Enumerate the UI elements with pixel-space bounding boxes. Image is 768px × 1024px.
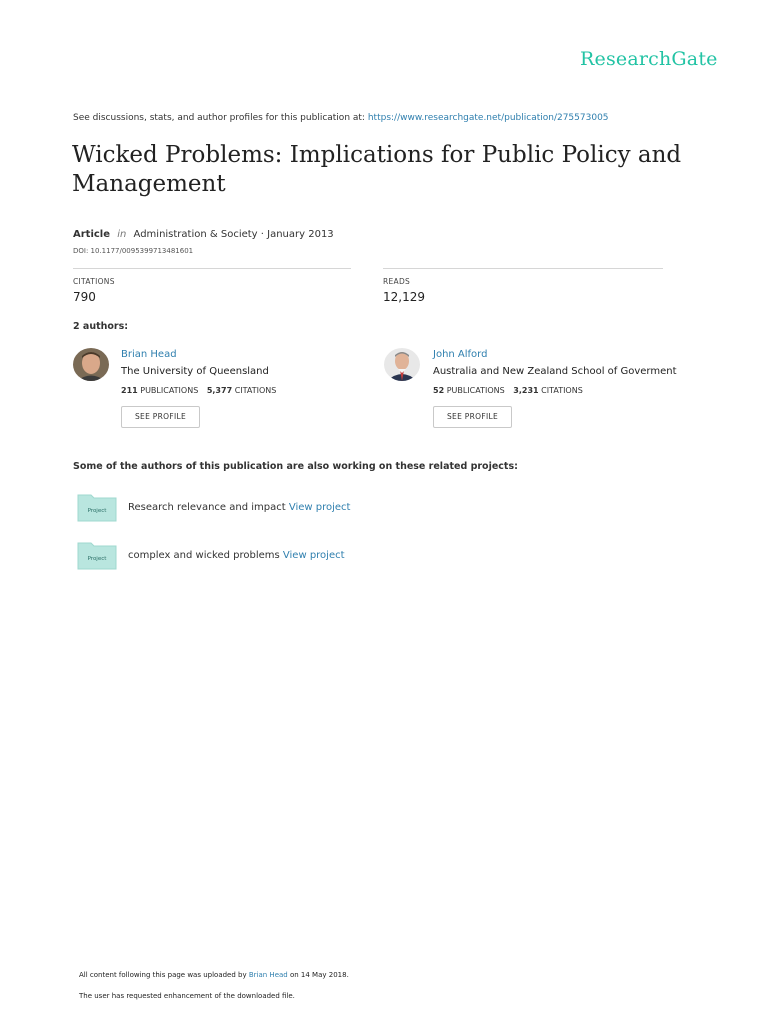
publication-title: Wicked Problems: Implications for Public Policy and Management xyxy=(72,142,682,197)
project-icon-label: Project xyxy=(87,508,107,514)
publication-url-link[interactable]: https://www.researchgate.net/publication/275573005 xyxy=(367,113,609,123)
publication-meta xyxy=(73,229,334,240)
avatar-john-alford[interactable] xyxy=(384,348,420,381)
related-projects-label: Some of the authors of this publication are also working on these related projects: xyxy=(73,461,518,472)
citations-value: 790 xyxy=(73,290,96,304)
discussions-note xyxy=(73,113,609,123)
enhancement-note: The user has requested enhancement of the downloaded file. xyxy=(79,992,295,1000)
journal-date: Administration & Society · January 2013 xyxy=(133,229,334,240)
citations-label: CITATIONS xyxy=(73,277,115,286)
project-folder-icon xyxy=(77,492,117,522)
project-title: Research relevance and impact xyxy=(128,502,286,513)
author-citations-label: CITATIONS xyxy=(234,386,277,395)
authors-label: 2 authors: xyxy=(73,321,129,332)
publications-label: PUBLICATIONS xyxy=(140,386,199,395)
doi: DOI: 10.1177/0095399713481601 xyxy=(73,247,194,255)
reads-label: READS xyxy=(383,277,411,286)
uploader-link[interactable]: Brian Head xyxy=(248,971,288,979)
author-name-link[interactable]: Brian Head xyxy=(121,349,177,360)
upload-suffix: on 14 May 2018. xyxy=(289,971,349,979)
publications-count: 52 xyxy=(433,386,445,395)
author-citations-count: 3,231 xyxy=(513,386,539,395)
author-stats xyxy=(121,386,276,395)
publications-label: PUBLICATIONS xyxy=(446,386,505,395)
publications-count: 211 xyxy=(121,386,138,395)
divider-reads xyxy=(383,268,663,269)
see-profile-button[interactable]: SEE PROFILE xyxy=(433,406,512,428)
project-item xyxy=(128,502,350,513)
project-folder-icon xyxy=(77,540,117,570)
project-title: complex and wicked problems xyxy=(128,550,280,561)
view-project-link[interactable]: View project xyxy=(282,550,345,561)
author-name-link[interactable]: John Alford xyxy=(433,349,488,360)
author-stats xyxy=(433,386,583,395)
avatar-brian-head[interactable] xyxy=(73,348,109,381)
researchgate-logo[interactable]: ResearchGate xyxy=(580,48,718,70)
project-item xyxy=(128,550,345,561)
in-label: in xyxy=(117,229,127,240)
author-citations-count: 5,377 xyxy=(206,386,233,395)
project-icon-label: Project xyxy=(87,556,107,562)
see-profile-button[interactable]: SEE PROFILE xyxy=(121,406,200,428)
discussions-text: See discussions, stats, and author profiles for this publication at: xyxy=(73,113,365,123)
author-citations-label: CITATIONS xyxy=(541,386,583,395)
divider-citations xyxy=(73,268,351,269)
upload-note xyxy=(79,971,349,979)
view-project-link[interactable]: View project xyxy=(288,502,351,513)
reads-value: 12,129 xyxy=(383,290,425,304)
upload-prefix: All content following this page was uploaded by xyxy=(79,971,247,979)
author-institution: The University of Queensland xyxy=(121,366,269,377)
author-institution: Australia and New Zealand School of Goverment xyxy=(433,366,677,377)
article-type: Article xyxy=(73,229,111,240)
